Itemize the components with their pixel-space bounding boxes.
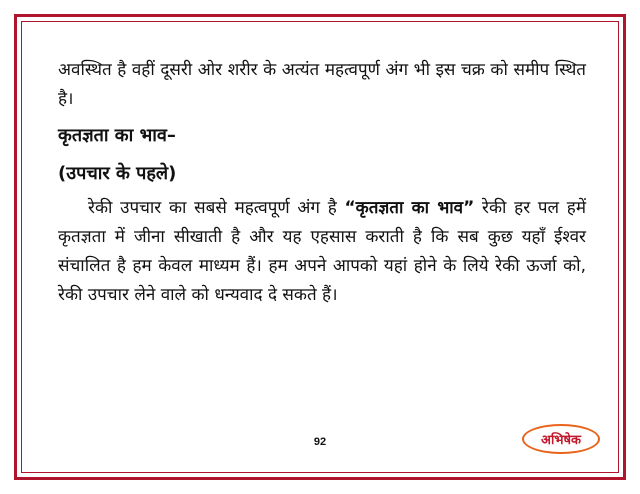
page-content bbox=[58, 56, 586, 310]
paragraph-1: अवस्थित है वहीं दूसरी ओर शरीर के अत्यंत महत्वपूर्ण अंग भी इस चक्र को समीप स्थित है। bbox=[58, 60, 586, 109]
paragraph-2-rest: रेकी हर पल हमें कृतज्ञता में जीना सीखाती है और यह एहसास कराती है कि सब कुछ यहाँ ईश्वर संचालित है हम केवल माध्यम हैं। हम अपने आपको यहां होने के लिये रेकी ऊर्जा को, रेकी उपचार लेने वाले को धन्यवाद दे सकते हैं। bbox=[58, 198, 586, 305]
heading-before-treatment: (उपचार के पहले) bbox=[58, 163, 177, 184]
page-number: 92 bbox=[313, 436, 327, 448]
heading-gratitude: कृतज्ञता का भाव– bbox=[58, 125, 176, 146]
paragraph-2 bbox=[58, 194, 586, 310]
author-badge: अभिषेक bbox=[522, 424, 600, 454]
paragraph-2-start: रेकी उपचार का सबसे महत्वपूर्ण अंग है bbox=[88, 198, 345, 218]
paragraph-2-quote: “कृतज्ञता का भाव” bbox=[344, 198, 475, 218]
